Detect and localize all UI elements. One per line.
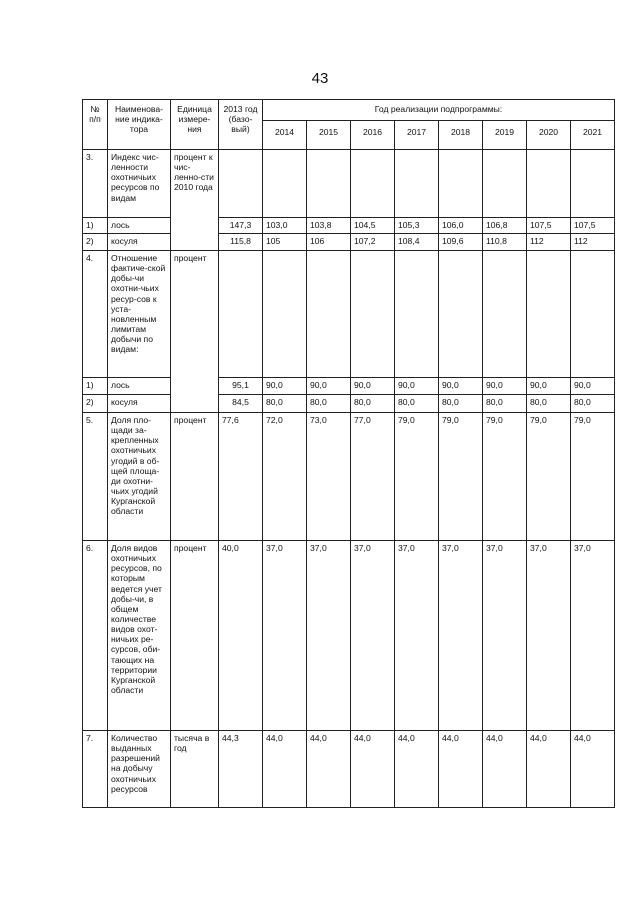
year-value: 44,0 [439, 731, 483, 808]
year-value: 103,0 [263, 218, 307, 234]
table-row [83, 541, 615, 731]
header-year: 2020 [527, 121, 571, 150]
indicators-table [82, 99, 615, 808]
year-value: 44,0 [263, 731, 307, 808]
row-num: 7. [83, 731, 108, 808]
indicator-unit: процент [171, 251, 219, 413]
year-value: 44,0 [351, 731, 395, 808]
year-value: 90,0 [527, 378, 571, 395]
base-value: 40,0 [219, 541, 263, 731]
year-value: 37,0 [263, 541, 307, 731]
year-value: 80,0 [263, 395, 307, 413]
base-value: 44,3 [219, 731, 263, 808]
indicator-name: Доля пло-щади за-крепленных охотничьих угодий в об-щей площа-ди охотни-чьих угодий Курганской области [108, 413, 171, 541]
year-value: 112 [571, 234, 615, 251]
table-row [83, 731, 615, 808]
year-value: 80,0 [351, 395, 395, 413]
row-num: 2) [83, 395, 108, 413]
year-value: 44,0 [307, 731, 351, 808]
year-value: 90,0 [351, 378, 395, 395]
indicator-unit: тысяча в год [171, 731, 219, 808]
row-num: 2) [83, 234, 108, 251]
row-num: 1) [83, 378, 108, 395]
table-row [83, 395, 615, 413]
year-value: 79,0 [571, 413, 615, 541]
indicator-name: Отношение фактиче-ской добы-чи охотни-чьих ресур-сов к уста-новленным лимитам добычи по видам: [108, 251, 171, 378]
indicator-unit: процент [171, 541, 219, 731]
year-value: 110,8 [483, 234, 527, 251]
year-value: 90,0 [439, 378, 483, 395]
header-year: 2017 [395, 121, 439, 150]
year-value: 107,5 [571, 218, 615, 234]
header-num: № п/п [83, 100, 108, 150]
row-num: 5. [83, 413, 108, 541]
year-value: 90,0 [263, 378, 307, 395]
base-value: 84,5 [219, 395, 263, 413]
header-year: 2014 [263, 121, 307, 150]
indicator-name: лось [108, 378, 171, 395]
header-year: 2016 [351, 121, 395, 150]
base-value: 95,1 [219, 378, 263, 395]
table-row [83, 251, 615, 378]
year-value: 80,0 [307, 395, 351, 413]
table-row [83, 413, 615, 541]
year-value: 103,8 [307, 218, 351, 234]
year-value: 44,0 [571, 731, 615, 808]
row-num: 6. [83, 541, 108, 731]
year-value: 108,4 [395, 234, 439, 251]
year-value: 79,0 [439, 413, 483, 541]
year-value: 44,0 [483, 731, 527, 808]
year-value: 80,0 [483, 395, 527, 413]
row-num: 1) [83, 218, 108, 234]
year-value: 106,0 [439, 218, 483, 234]
year-value: 73,0 [307, 413, 351, 541]
table-row [83, 378, 615, 395]
year-value: 77,0 [351, 413, 395, 541]
year-value: 37,0 [571, 541, 615, 731]
table-row [83, 218, 615, 234]
indicator-unit: процент к чис-леннo-сти 2010 года [171, 150, 219, 251]
year-value: 44,0 [527, 731, 571, 808]
indicator-name: Индекс чис-ленности охотничьих ресурсов по видам [108, 150, 171, 218]
year-value: 104,5 [351, 218, 395, 234]
year-value: 37,0 [307, 541, 351, 731]
base-value: 147,3 [219, 218, 263, 234]
year-value: 107,5 [527, 218, 571, 234]
year-value: 80,0 [395, 395, 439, 413]
year-value: 79,0 [483, 413, 527, 541]
year-value: 80,0 [571, 395, 615, 413]
year-value: 90,0 [571, 378, 615, 395]
page-number: 43 [311, 70, 329, 87]
year-value: 37,0 [527, 541, 571, 731]
indicator-name: лось [108, 218, 171, 234]
year-value: 90,0 [307, 378, 351, 395]
header-year: 2021 [571, 121, 615, 150]
indicator-name: Доля видов охотничьих ресурсов, по которым ведется учет добы-чи, в общем количестве видов охот-ничьих ре-сурсов, оби-тающих на территории Курганской области [108, 541, 171, 731]
year-value: 105 [263, 234, 307, 251]
year-value: 80,0 [527, 395, 571, 413]
indicator-unit: процент [171, 413, 219, 541]
header-year: 2018 [439, 121, 483, 150]
indicator-name: Количество выданных разрешений на добычу охотничьих ресурсов [108, 731, 171, 808]
year-value: 90,0 [395, 378, 439, 395]
year-value: 37,0 [483, 541, 527, 731]
year-value: 106 [307, 234, 351, 251]
row-num: 4. [83, 251, 108, 378]
base-value: 115,8 [219, 234, 263, 251]
year-value: 80,0 [439, 395, 483, 413]
header-unit: Единица измере-ния [171, 100, 219, 150]
year-value: 79,0 [527, 413, 571, 541]
table-header [83, 100, 615, 150]
year-value: 109,6 [439, 234, 483, 251]
indicator-name: косуля [108, 234, 171, 251]
header-name: Наименова-ние индика-тора [108, 100, 171, 150]
year-value: 37,0 [439, 541, 483, 731]
header-years-group: Год реализации подпрограммы: [263, 100, 615, 121]
year-value: 72,0 [263, 413, 307, 541]
header-year: 2015 [307, 121, 351, 150]
year-value: 37,0 [395, 541, 439, 731]
table-row [83, 234, 615, 251]
year-value: 106,8 [483, 218, 527, 234]
year-value: 107,2 [351, 234, 395, 251]
year-value: 44,0 [395, 731, 439, 808]
year-value: 79,0 [395, 413, 439, 541]
base-value: 77,6 [219, 413, 263, 541]
header-base-year: 2013 год (базо-вый) [219, 100, 263, 150]
year-value: 90,0 [483, 378, 527, 395]
year-value: 112 [527, 234, 571, 251]
table-row [83, 150, 615, 218]
header-year: 2019 [483, 121, 527, 150]
year-value: 105,3 [395, 218, 439, 234]
indicator-name: косуля [108, 395, 171, 413]
year-value: 37,0 [351, 541, 395, 731]
row-num: 3. [83, 150, 108, 218]
